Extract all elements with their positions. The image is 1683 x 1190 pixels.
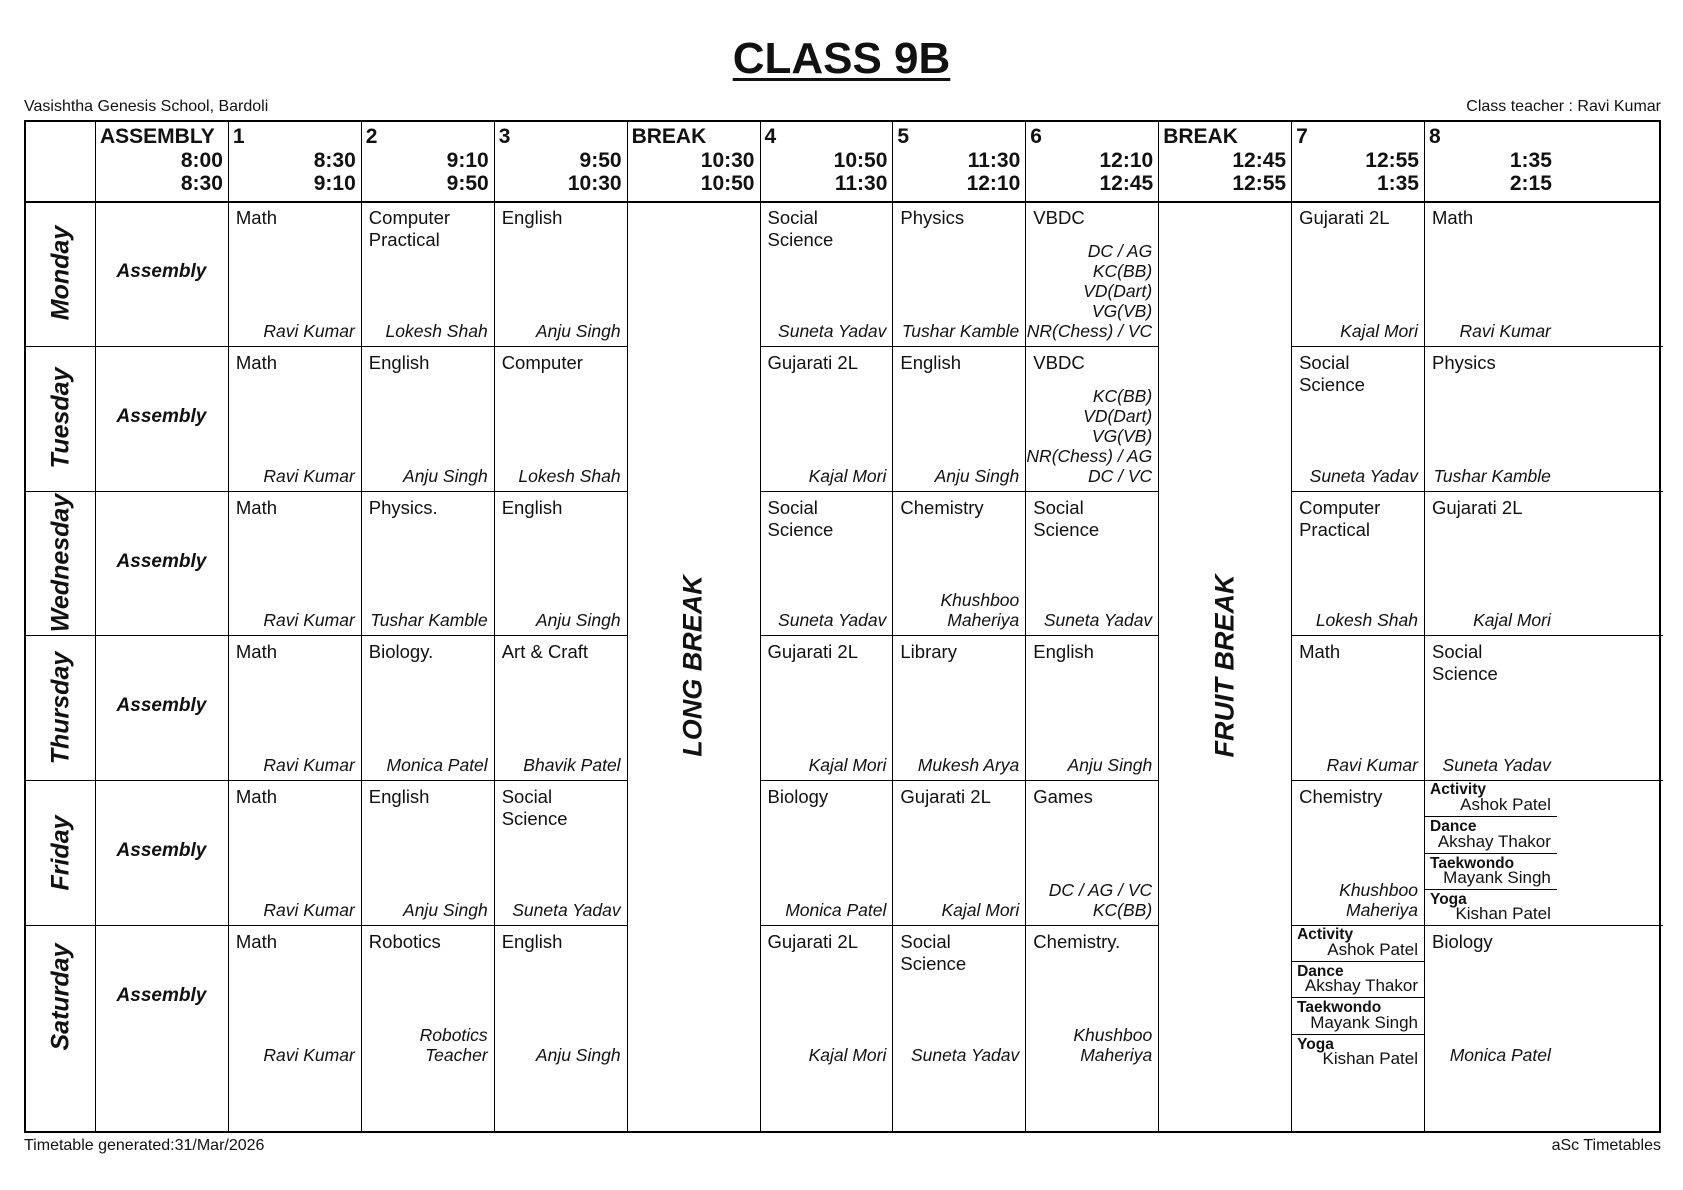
teacher-name: Lokesh Shah <box>385 320 488 341</box>
teacher-name: Tushar Kamble <box>901 320 1020 341</box>
period-name: 2 <box>365 125 378 148</box>
teacher-name: Ravi Kumar <box>263 899 355 920</box>
teacher-name: Ravi Kumar <box>263 465 355 486</box>
lesson-cell[interactable] <box>494 491 627 636</box>
activity-name: Dance <box>1297 963 1344 981</box>
subject-name: Math <box>235 786 278 808</box>
period-start: 12:45 <box>1232 149 1287 172</box>
period-end: 2:15 <box>1509 172 1552 195</box>
timetable-grid <box>24 120 1661 1133</box>
teacher-name: Kajal Mori <box>808 755 887 776</box>
lesson-cell[interactable] <box>892 491 1025 636</box>
activity-name: Activity <box>1430 781 1486 799</box>
period-start: 8:30 <box>313 149 356 172</box>
assembly-cell <box>95 491 228 636</box>
subject-name: Library <box>900 641 957 663</box>
activity-slot[interactable] <box>1424 780 1557 816</box>
teacher-name: Ravi Kumar <box>263 610 355 631</box>
lesson-cell[interactable] <box>1291 201 1424 346</box>
subject-name: English <box>501 207 563 228</box>
teacher-name: Suneta Yadav <box>1309 465 1418 486</box>
period-name: 7 <box>1296 125 1308 148</box>
teacher-name: Khushboo Maheriya <box>1339 879 1418 920</box>
assembly-label: Assembly <box>116 985 207 1006</box>
activity-slot[interactable] <box>1291 961 1424 997</box>
day-label: Thursday <box>46 651 74 765</box>
subject-name: Math <box>1299 641 1341 663</box>
teacher-name: Monica Patel <box>1449 1044 1551 1065</box>
teacher-name: Suneta Yadav <box>778 610 887 631</box>
teacher-name: Suneta Yadav <box>778 320 887 341</box>
teacher-name: Bhavik Patel <box>523 755 621 776</box>
subject-name: English <box>368 351 430 373</box>
period-header <box>1025 122 1158 201</box>
lesson-cell[interactable] <box>361 925 494 1070</box>
teacher-name: Anju Singh <box>535 1044 621 1065</box>
day-label: Monday <box>46 226 74 321</box>
teacher-name: Khushboo Maheriya <box>1073 1024 1153 1065</box>
activity-teacher: Ashok Patel <box>1460 795 1551 815</box>
teacher-name: Ravi Kumar <box>263 320 355 341</box>
subject-name: Gujarati 2L <box>1432 496 1523 518</box>
lesson-cell[interactable] <box>1424 491 1557 636</box>
period-start: 12:55 <box>1365 149 1419 172</box>
subject-name: Math <box>235 496 278 518</box>
teacher-name: Anju Singh <box>535 610 621 631</box>
subject-name: Social Science <box>501 786 568 830</box>
period-name: BREAK <box>631 125 707 148</box>
teacher-name: Monica Patel <box>785 899 887 920</box>
activity-teacher: Kishan Patel <box>1322 1048 1418 1068</box>
subject-name: Computer Practical <box>368 207 451 250</box>
day-label: Wednesday <box>46 493 74 633</box>
assembly-cell <box>95 635 228 780</box>
teacher-name: Lokesh Shah <box>1315 610 1418 631</box>
lesson-cell[interactable] <box>228 635 361 780</box>
teacher-name: Anju Singh <box>934 465 1020 486</box>
lesson-cell[interactable] <box>1291 780 1424 925</box>
lesson-cell[interactable] <box>228 201 361 346</box>
assembly-label: Assembly <box>116 840 207 862</box>
period-name: 4 <box>764 125 777 148</box>
period-start: 8:00 <box>180 149 223 172</box>
teacher-name: Anju Singh <box>403 465 488 486</box>
subject-name: Gujarati 2L <box>1299 207 1390 228</box>
lesson-cell[interactable] <box>1025 780 1158 925</box>
lesson-cell[interactable] <box>1424 780 1557 925</box>
teacher-name: DC / AG KC(BB) VD(Dart) VG(VB) NR(Chess) / VC <box>1026 240 1153 341</box>
lesson-cell[interactable] <box>361 635 494 780</box>
period-header <box>1158 122 1291 201</box>
assembly-label: Assembly <box>116 261 207 282</box>
lesson-cell[interactable] <box>1424 201 1557 346</box>
activity-slot[interactable] <box>1291 925 1424 961</box>
long-break-label: LONG BREAK <box>677 575 708 757</box>
teacher-name: Suneta Yadav <box>512 899 621 920</box>
lesson-cell[interactable] <box>1025 201 1158 346</box>
teacher-name: Anju Singh <box>403 899 488 920</box>
teacher-name: Suneta Yadav <box>910 1044 1020 1065</box>
subject-name: VBDC <box>1033 351 1085 373</box>
subject-name: Art & Craft <box>501 641 589 663</box>
lesson-cell[interactable] <box>1424 346 1557 491</box>
assembly-label: Assembly <box>116 550 207 572</box>
period-start: 12:10 <box>1099 149 1154 172</box>
teacher-name: Monica Patel <box>386 755 488 776</box>
teacher-name: Kajal Mori <box>1340 320 1418 341</box>
school-name: Vasishtha Genesis School, Bardoli <box>24 98 269 115</box>
activity-name: Taekwondo <box>1430 854 1515 872</box>
activity-name: Yoga <box>1297 1035 1334 1053</box>
subject-name: Social Science <box>900 931 967 974</box>
lesson-cell[interactable] <box>1424 925 1557 1070</box>
assembly-cell <box>95 201 228 346</box>
class-teacher: Class teacher : Ravi Kumar <box>1466 98 1661 115</box>
teacher-name: Ravi Kumar <box>1326 755 1418 776</box>
teacher-name: Kajal Mori <box>808 1044 887 1065</box>
lesson-cell[interactable] <box>760 780 893 925</box>
period-start: 10:50 <box>833 149 888 172</box>
assembly-cell <box>95 346 228 491</box>
lesson-cell[interactable] <box>760 925 893 1070</box>
period-start: 1:35 <box>1509 149 1552 172</box>
subject-name: Computer Practical <box>1299 496 1381 540</box>
period-header <box>1291 122 1424 201</box>
teacher-name: Anju Singh <box>1067 755 1153 776</box>
activity-slot[interactable] <box>1291 997 1424 1033</box>
lesson-cell[interactable] <box>361 201 494 346</box>
activity-name: Yoga <box>1430 890 1467 908</box>
teacher-name: Ravi Kumar <box>1459 320 1551 341</box>
column-divider <box>627 122 628 1131</box>
teacher-name: Tushar Kamble <box>370 610 488 631</box>
subject-name: Social Science <box>767 207 834 250</box>
day-label: Saturday <box>46 943 74 1051</box>
activity-teacher: Akshay Thakor <box>1437 831 1551 851</box>
lesson-cell[interactable] <box>760 635 893 780</box>
activity-name: Activity <box>1297 926 1354 943</box>
lesson-cell[interactable] <box>494 780 627 925</box>
lesson-cell[interactable] <box>760 346 893 491</box>
day-label: Friday <box>46 815 74 891</box>
activity-teacher: Kishan Patel <box>1455 903 1551 923</box>
lesson-cell[interactable] <box>1291 635 1424 780</box>
activity-teacher: Ashok Patel <box>1327 940 1418 960</box>
subject-name: Math <box>235 931 278 952</box>
teacher-name: Anju Singh <box>535 320 621 341</box>
activity-name: Taekwondo <box>1297 999 1382 1017</box>
column-divider <box>1158 122 1159 1131</box>
period-header <box>760 122 893 201</box>
lesson-cell[interactable] <box>1424 635 1557 780</box>
teacher-name: Kajal Mori <box>808 465 887 486</box>
subject-name: VBDC <box>1033 207 1085 228</box>
lesson-cell[interactable] <box>1291 346 1424 491</box>
period-name: 3 <box>498 125 511 148</box>
activity-teacher: Mayank Singh <box>1443 867 1551 887</box>
teacher-name: Khushboo Maheriya <box>940 590 1020 631</box>
lesson-cell[interactable] <box>1025 346 1158 491</box>
subject-name: Social Science <box>1033 496 1100 540</box>
period-name: 8 <box>1429 125 1441 148</box>
lesson-cell[interactable] <box>494 346 627 491</box>
period-start: 10:30 <box>700 149 755 172</box>
lesson-cell[interactable] <box>1025 925 1158 1070</box>
subject-name: Gujarati 2L <box>767 351 858 373</box>
subject-name: Computer <box>501 351 583 373</box>
period-header <box>228 122 361 201</box>
teacher-name: Kajal Mori <box>941 899 1020 920</box>
subject-name: Physics <box>1432 351 1496 373</box>
generated-date: Timetable generated:31/Mar/2026 <box>24 1137 265 1154</box>
period-end: 12:10 <box>966 172 1021 195</box>
lesson-cell[interactable] <box>892 201 1025 346</box>
period-end: 1:35 <box>1376 172 1419 195</box>
subject-name: Social Science <box>1299 351 1365 395</box>
lesson-cell[interactable] <box>892 346 1025 491</box>
subject-name: Social Science <box>767 496 834 540</box>
lesson-cell[interactable] <box>494 925 627 1070</box>
lesson-cell[interactable] <box>228 491 361 636</box>
period-header <box>627 122 760 201</box>
teacher-name: Robotics Teacher <box>419 1024 488 1065</box>
subject-name: Biology. <box>368 641 434 663</box>
period-start: 9:50 <box>579 149 622 172</box>
period-header <box>361 122 494 201</box>
teacher-name: Ravi Kumar <box>263 1044 355 1065</box>
subject-name: English <box>1033 641 1094 663</box>
period-name: 1 <box>232 125 245 148</box>
assembly-cell <box>95 780 228 925</box>
period-start: 9:10 <box>446 149 489 172</box>
subject-name: Biology <box>1432 931 1493 952</box>
teacher-name: Kajal Mori <box>1473 610 1551 631</box>
teacher-name: Tushar Kamble <box>1433 465 1551 486</box>
subject-name: English <box>368 786 430 808</box>
lesson-cell[interactable] <box>892 780 1025 925</box>
teacher-name: Ravi Kumar <box>263 755 355 776</box>
teacher-name: Suneta Yadav <box>1442 755 1551 776</box>
page-title: CLASS 9B <box>732 34 951 83</box>
activity-name: Dance <box>1430 818 1477 836</box>
lesson-cell[interactable] <box>892 635 1025 780</box>
teacher-name: DC / AG / VC KC(BB) <box>1048 879 1153 920</box>
teacher-name: Suneta Yadav <box>1043 610 1153 631</box>
period-name: 5 <box>897 125 910 148</box>
activity-slot[interactable] <box>1424 889 1557 925</box>
subject-name: Physics. <box>368 496 438 518</box>
subject-name: Math <box>235 351 278 373</box>
activity-slot[interactable] <box>1424 816 1557 852</box>
subject-name: Robotics <box>368 931 441 952</box>
period-end: 8:30 <box>180 172 223 195</box>
assembly-label: Assembly <box>116 405 207 427</box>
period-end: 9:50 <box>446 172 489 195</box>
lesson-cell[interactable] <box>494 201 627 346</box>
subject-name: Math <box>1432 207 1474 228</box>
lesson-cell[interactable] <box>361 491 494 636</box>
period-name: ASSEMBLY <box>100 125 215 148</box>
period-end: 12:55 <box>1232 172 1287 195</box>
period-header <box>494 122 627 201</box>
subject-name: English <box>501 496 563 518</box>
period-name: BREAK <box>1163 125 1238 148</box>
teacher-name: KC(BB) VD(Dart) VG(VB) NR(Chess) / AG DC / VC <box>1026 385 1153 486</box>
subject-name: Physics <box>900 207 965 228</box>
period-start: 11:30 <box>967 149 1021 172</box>
assembly-label: Assembly <box>116 695 207 717</box>
subject-name: Gujarati 2L <box>900 786 991 808</box>
period-header <box>1424 122 1557 201</box>
activity-teacher: Mayank Singh <box>1310 1012 1418 1032</box>
period-end: 10:30 <box>567 172 622 195</box>
lesson-cell[interactable] <box>760 201 893 346</box>
activity-slot[interactable] <box>1424 853 1557 889</box>
brand-label: aSc Timetables <box>1551 1137 1661 1154</box>
period-name: 6 <box>1030 125 1042 148</box>
lesson-cell[interactable] <box>228 925 361 1070</box>
subject-name: Gujarati 2L <box>767 641 858 663</box>
subject-name: Gujarati 2L <box>767 931 858 952</box>
lesson-cell[interactable] <box>494 635 627 780</box>
teacher-name: Lokesh Shah <box>518 465 621 486</box>
lesson-cell[interactable] <box>1291 491 1424 636</box>
subject-name: English <box>501 931 563 952</box>
subject-name: Chemistry <box>900 496 984 518</box>
teacher-name: Mukesh Arya <box>917 755 1020 776</box>
period-end: 9:10 <box>313 172 356 195</box>
period-end: 10:50 <box>700 172 755 195</box>
period-header <box>892 122 1025 201</box>
period-end: 12:45 <box>1099 172 1154 195</box>
lesson-cell[interactable] <box>361 346 494 491</box>
lesson-cell[interactable] <box>228 780 361 925</box>
day-label: Tuesday <box>46 367 74 469</box>
subject-name: Math <box>235 207 278 228</box>
lesson-cell[interactable] <box>228 346 361 491</box>
fruit-break-label: FRUIT BREAK <box>1209 574 1240 758</box>
subject-name: Social Science <box>1432 641 1498 685</box>
lesson-cell[interactable] <box>361 780 494 925</box>
subject-name: Games <box>1033 786 1093 808</box>
period-end: 11:30 <box>834 172 888 195</box>
lesson-cell[interactable] <box>892 925 1025 1070</box>
subject-name: Chemistry <box>1299 786 1383 808</box>
subject-name: Biology <box>767 786 829 808</box>
lesson-cell[interactable] <box>760 491 893 636</box>
activity-slot[interactable] <box>1291 1034 1424 1070</box>
subject-name: English <box>900 351 962 373</box>
lesson-cell[interactable] <box>1025 491 1158 636</box>
subject-name: Math <box>235 641 278 663</box>
lesson-cell[interactable] <box>1025 635 1158 780</box>
subject-name: Chemistry. <box>1033 931 1121 952</box>
lesson-cell[interactable] <box>1291 925 1424 1070</box>
assembly-cell <box>95 925 228 1070</box>
period-header <box>95 122 228 201</box>
activity-teacher: Akshay Thakor <box>1304 976 1418 996</box>
